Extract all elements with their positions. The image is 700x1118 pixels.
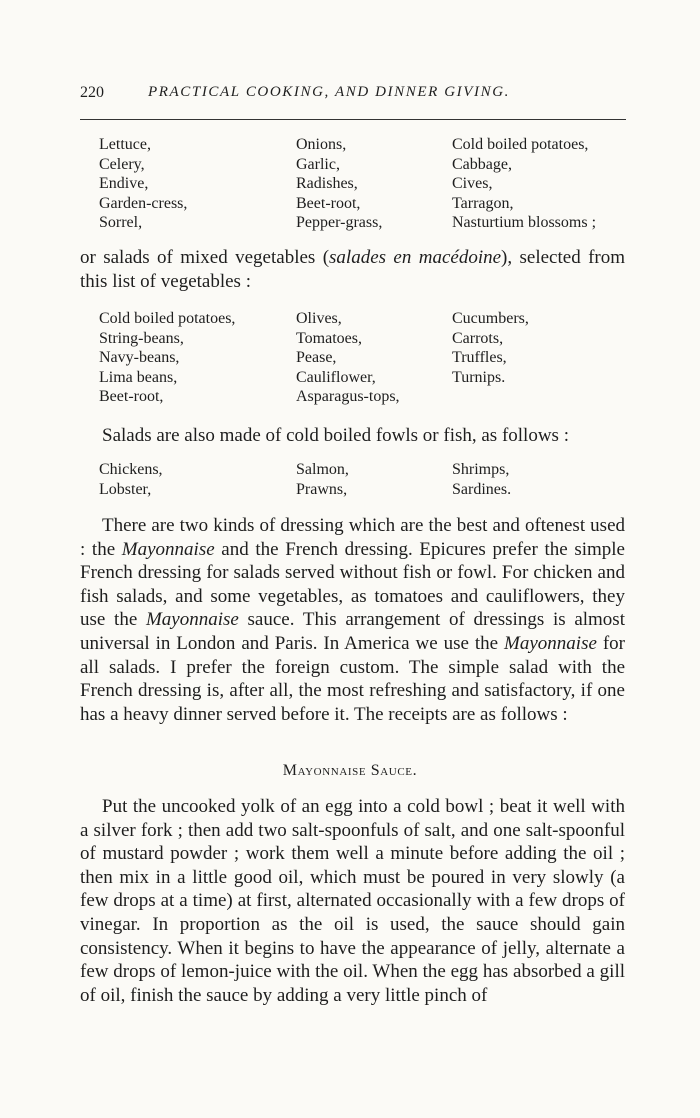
list-item: Cold boiled potatoes, bbox=[452, 136, 589, 153]
list-column bbox=[99, 460, 163, 499]
list-item: Tomatoes, bbox=[296, 329, 362, 347]
running-title: PRACTICAL COOKING, AND DINNER GIVING. bbox=[148, 84, 510, 100]
list-item: Beet-root, bbox=[99, 388, 164, 405]
list-column bbox=[296, 460, 349, 499]
list-item: Asparagus-tops, bbox=[296, 388, 400, 405]
paragraph: Salads are also made of cold boiled fowls or fish, as follows : bbox=[102, 425, 569, 446]
vegetable-list bbox=[99, 309, 629, 409]
list-item: Tarragon, bbox=[452, 194, 514, 212]
list-item: Olives, bbox=[296, 310, 342, 327]
italic-word: Mayonnaise bbox=[145, 609, 239, 631]
list-column bbox=[99, 309, 235, 407]
list-column bbox=[452, 460, 511, 499]
list-item: Prawns, bbox=[296, 480, 348, 498]
list-item: Pease, bbox=[296, 349, 337, 366]
list-column bbox=[296, 309, 400, 407]
list-item: Navy-beans, bbox=[99, 349, 180, 366]
list-item: Truffles, bbox=[452, 349, 507, 366]
list-column bbox=[296, 135, 382, 233]
italic-phrase: salades en macédoine bbox=[329, 247, 502, 268]
header-rule bbox=[80, 119, 626, 120]
list-column bbox=[452, 309, 529, 387]
list-item: Celery, bbox=[99, 155, 145, 173]
list-item: Cives, bbox=[452, 175, 493, 192]
salad-greens-list bbox=[99, 135, 629, 235]
list-item: Sardines. bbox=[452, 480, 512, 498]
list-item: Sorrel, bbox=[99, 214, 143, 231]
list-item: Lima beans, bbox=[99, 368, 178, 386]
list-item: Onions, bbox=[296, 136, 347, 153]
list-item: String-beans, bbox=[99, 329, 184, 347]
list-item: Lobster, bbox=[99, 480, 152, 498]
list-item: Chickens, bbox=[99, 461, 163, 478]
list-item: Radishes, bbox=[296, 175, 358, 192]
list-item: Cucumbers, bbox=[452, 310, 529, 327]
list-item: Carrots, bbox=[452, 329, 504, 347]
list-item: Cauliflower, bbox=[296, 368, 376, 386]
list-item: Pepper-grass, bbox=[296, 214, 383, 231]
paragraph: or salads of mixed vegetables (salades en macédoine), selected from this list of vegetables : bbox=[80, 247, 626, 292]
list-item: Lettuce, bbox=[99, 136, 151, 153]
list-column bbox=[99, 135, 187, 233]
page-number: 220 bbox=[80, 84, 104, 101]
fowl-fish-list bbox=[99, 460, 629, 502]
list-item: Garlic, bbox=[296, 155, 340, 173]
list-item: Nasturtium blossoms ; bbox=[452, 214, 597, 231]
list-item: Cold boiled potatoes, bbox=[99, 310, 236, 327]
italic-word: Mayonnaise bbox=[504, 632, 597, 654]
paragraph: Put the uncooked yolk of an egg into a cold bowl ; beat it well with a silver fork ; then add two salt-spoonfuls of salt, and one salt-spoonful of mustard powder ; work them well a minute before adding the oil ; then mix in a little good oil, which must be poured in very slowly (a few drops at a time) at first, alternated occasionally with a few drops of vinegar. In proportion as the oil is used, the sauce should gain consistency. When it begins to have the appearance of jelly, alternate a few drops of lemon-juice with the oil. When the egg has absorbed a gill of oil, finish the sauce by adding a very little pinch of bbox=[80, 796, 625, 1006]
list-item: Turnips. bbox=[452, 368, 506, 386]
italic-word: Mayonnaise bbox=[121, 538, 215, 560]
list-item: Salmon, bbox=[296, 461, 349, 478]
paragraph: There are two kinds of dressing which are the best and oftenest used : the Mayonnaise and the French dressing. Epicures prefer the simple French dressing for salads served without fish or fowl. For chicken and fish salads, and some vegetables, as tomatoes and cauliflowers, they use the Mayonnaise sauce. This arrangement of dressings is almost universal in London and Paris. In America we use the Mayonnaise for all salads. I prefer the foreign custom. The simple salad with the French dressing is, after all, the most refreshing and satisfactory, if one has a heavy dinner served before it. The receipts are as follows : bbox=[80, 515, 626, 725]
list-item: Beet-root, bbox=[296, 194, 361, 212]
list-column bbox=[452, 135, 596, 233]
list-item: Garden-cress, bbox=[99, 194, 188, 212]
list-item: Shrimps, bbox=[452, 461, 510, 478]
list-item: Endive, bbox=[99, 175, 149, 192]
section-heading: Mayonnaise Sauce. bbox=[282, 762, 418, 779]
list-item: Cabbage, bbox=[452, 155, 512, 173]
